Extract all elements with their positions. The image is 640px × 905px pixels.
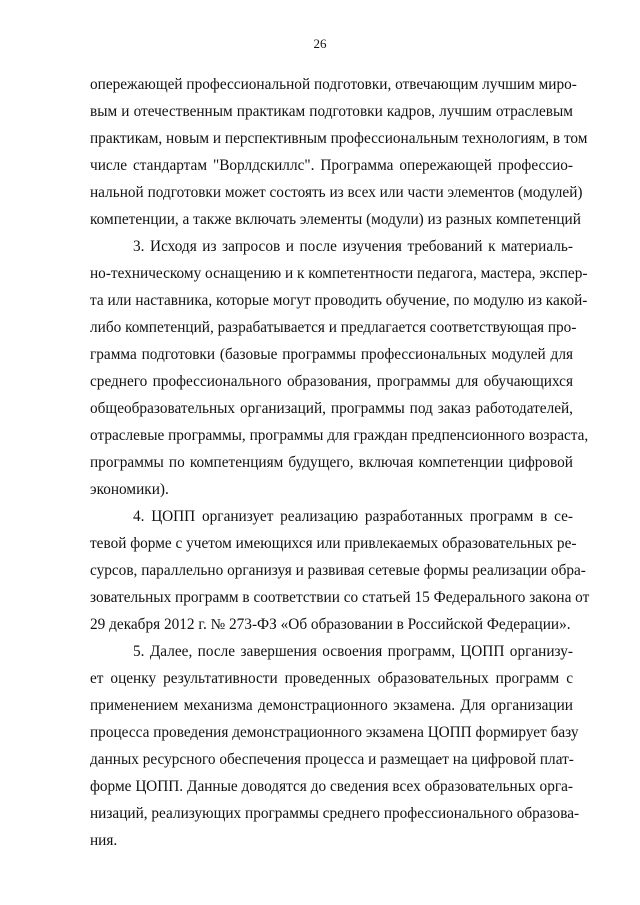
text-line: данных ресурсного обеспечения процесса и размещает на цифровой плат- xyxy=(90,751,574,768)
text-line: применением механизма демонстрационного экзамена. Для организации xyxy=(90,697,573,714)
text-line: низаций, реализующих программы среднего профессионального образова- xyxy=(90,805,580,822)
text-line: сурсов, параллельно организуя и развивая сетевые формы реализации обра- xyxy=(90,562,586,579)
text-line: отраслевые программы, программы для граждан предпенсионного возраста, xyxy=(90,427,589,444)
page-number: 26 xyxy=(313,36,327,51)
text-line: общеобразовательных организаций, программы под заказ работодателей, xyxy=(90,400,573,417)
text-line: но-техническому оснащению и к компетентности педагога, мастера, экспер- xyxy=(90,265,588,282)
text-line: нальной подготовки может состоять из всех или части элементов (модулей) xyxy=(90,184,583,201)
text-line: вым и отечественным практикам подготовки кадров, лучшим отраслевым xyxy=(90,103,573,120)
text-line: ет оценку результативности проведенных образовательных программ с xyxy=(90,670,573,687)
text-line: среднего профессионального образования, программы для обучающихся xyxy=(90,373,573,390)
text-line: зовательных программ в соответствии со статьей 15 Федерального закона от xyxy=(90,589,590,606)
text-line: либо компетенций, разрабатывается и предлагается соответствующая про- xyxy=(90,319,577,336)
text-line: ния. xyxy=(90,832,118,849)
text-line: опережающей профессиональной подготовки, отвечающим лучшим миро- xyxy=(90,76,577,93)
text-line: числе стандартам "Ворлдскиллс". Программа опережающей профессио- xyxy=(90,157,573,174)
text-line: 29 декабря 2012 г. № 273-ФЗ «Об образовании в Российской Федерации». xyxy=(90,616,571,633)
text-line: тевой форме с учетом имеющихся или привлекаемых образовательных ре- xyxy=(90,535,577,552)
text-line: экономики). xyxy=(90,481,169,498)
text-line: форме ЦОПП. Данные доводятся до сведения всех образовательных орга- xyxy=(90,778,573,795)
text-line: компетенции, а также включать элементы (модули) из разных компетенций xyxy=(90,211,581,228)
text-line: программы по компетенциям будущего, включая компетенции цифровой xyxy=(90,454,573,471)
body-text xyxy=(90,71,590,854)
text-line: 4. ЦОПП организует реализацию разработанных программ в се- xyxy=(133,508,573,525)
text-line: практикам, новым и перспективным профессиональным технологиям, в том xyxy=(90,130,588,147)
text-line: та или наставника, которые могут проводить обучение, по модулю из какой- xyxy=(90,292,588,309)
text-line: грамма подготовки (базовые программы профессиональных модулей для xyxy=(90,346,573,363)
text-line: 3. Исходя из запросов и после изучения требований к материаль- xyxy=(133,238,573,255)
text-line: процесса проведения демонстрационного экзамена ЦОПП формирует базу xyxy=(90,724,579,741)
text-line: 5. Далее, после завершения освоения программ, ЦОПП организу- xyxy=(133,643,573,660)
